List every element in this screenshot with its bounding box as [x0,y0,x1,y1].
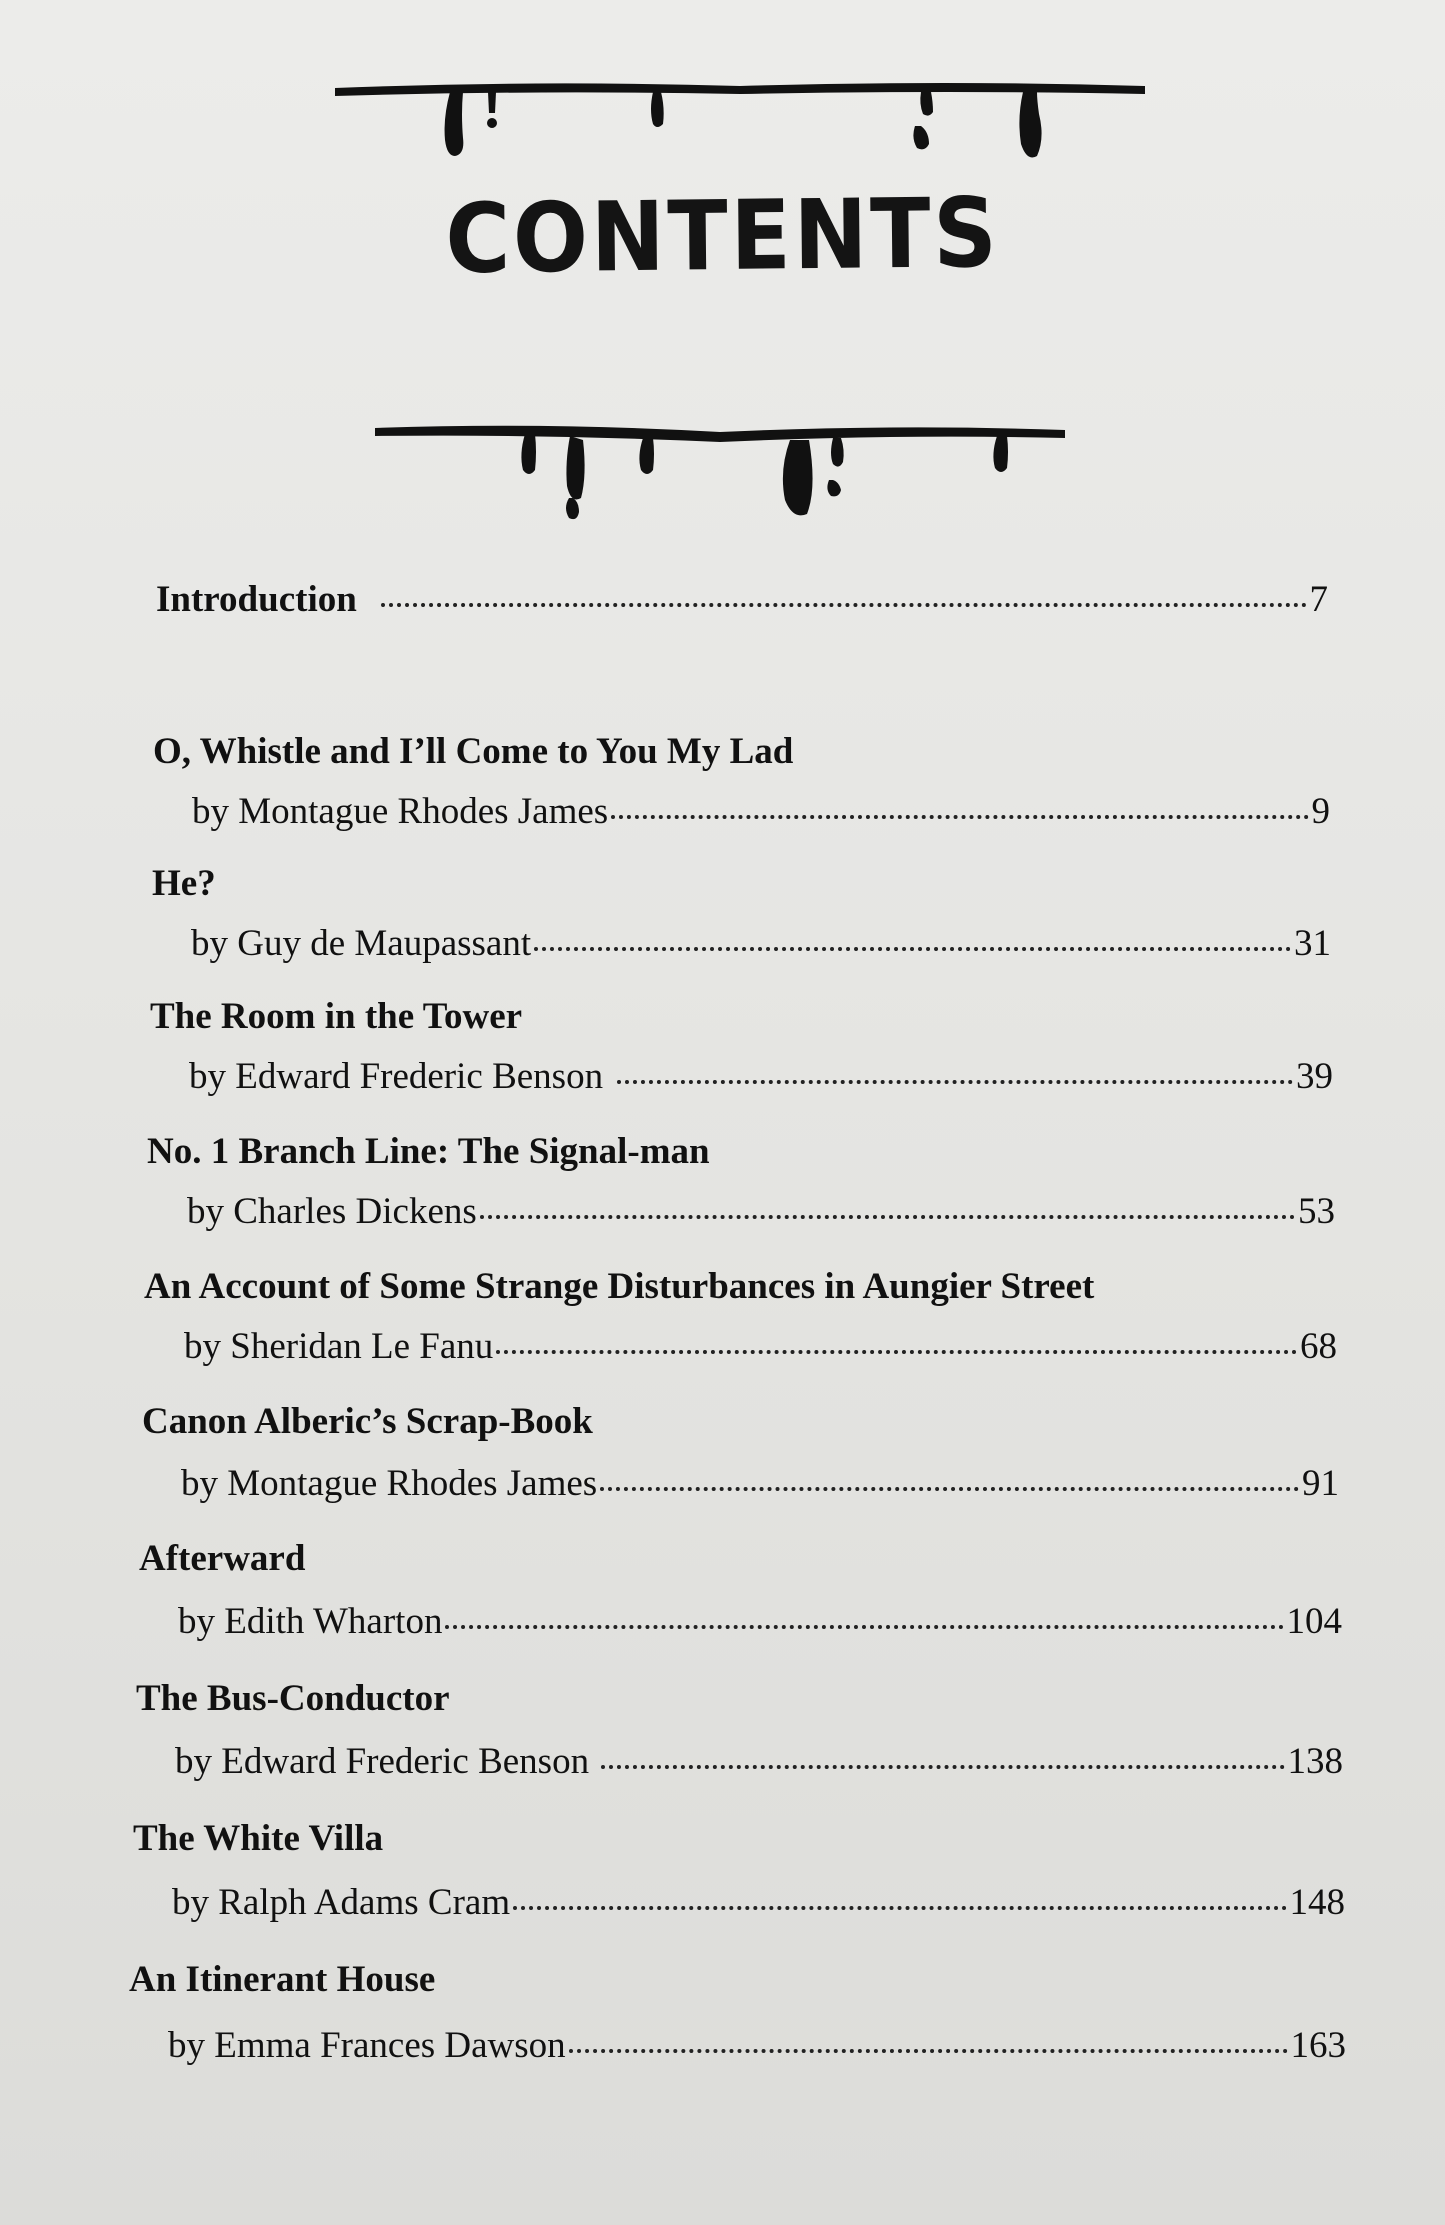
toc-entry-author-row [192,790,1330,833]
toc-entry-title-row [142,1400,593,1443]
dot-leader [611,815,1308,819]
toc-entry-author: by Edith Wharton [178,1601,443,1642]
toc-entry-page: 138 [1287,1741,1343,1782]
toc-entry-title: No. 1 Branch Line: The Signal-man [147,1131,710,1172]
toc-entry-author-row [178,1600,1342,1643]
toc-entry-title: An Account of Some Strange Disturbances in Aungier Street [144,1266,1095,1307]
toc-entry-title-row [129,1958,435,2001]
toc-entry-author: by Ralph Adams Cram [172,1882,511,1923]
toc-entry-title-row [136,1677,450,1720]
toc-entry-title-row [133,1817,383,1860]
dot-leader [445,1625,1283,1629]
toc-entry-page: 91 [1302,1463,1339,1504]
toc-entry-author: by Montague Rhodes James [181,1463,598,1504]
toc-entry-page: 53 [1298,1191,1335,1232]
dot-leader [513,1906,1286,1910]
dot-leader [601,1765,1284,1769]
toc-entry-author-row [189,1055,1333,1098]
dripping-ink-bar-top [335,78,1145,178]
toc-entry-title: The Bus-Conductor [136,1678,450,1719]
toc-entry-page: 163 [1290,2025,1346,2066]
toc-entry-author-row [172,1881,1345,1924]
toc-entry-title: The Room in the Tower [150,996,523,1037]
toc-entry-page: 68 [1300,1326,1337,1367]
toc-entry-page: 7 [1309,579,1328,620]
toc-entry-author: by Edward Frederic Benson [189,1056,604,1097]
toc-entry-title: Introduction [156,579,357,620]
toc-entry-author: by Edward Frederic Benson [175,1741,590,1782]
toc-entry-page: 148 [1289,1882,1345,1923]
toc-entry-title-row [153,730,793,773]
dot-leader [534,947,1291,951]
toc-entry-title: O, Whistle and I’ll Come to You My Lad [153,731,794,772]
dripping-ink-bar-bottom [375,420,1065,530]
toc-entry-page: 9 [1311,791,1330,832]
dot-leader [381,603,1307,607]
dot-leader [569,2049,1288,2053]
toc-entry-author: by Emma Frances Dawson [168,2025,566,2066]
dot-leader [496,1350,1297,1354]
page-title: CONTENTS [444,176,1001,296]
toc-entry-page: 39 [1296,1056,1333,1097]
dot-leader [600,1487,1299,1491]
toc-entry-author-row [191,922,1331,965]
toc-entry-title-row [150,995,522,1038]
toc-entry-title: An Itinerant House [129,1959,436,2000]
toc-entry-author-row [184,1325,1337,1368]
toc-entry-author-row [187,1190,1335,1233]
toc-entry-title-row [139,1537,305,1580]
toc-entry-author: by Sheridan Le Fanu [184,1326,494,1367]
toc-entry-page: 104 [1286,1601,1342,1642]
toc-entry-introduction [156,578,1328,621]
toc-entry-title-row [147,1130,710,1173]
toc-entry-author-row [181,1462,1339,1505]
dot-leader [617,1080,1293,1084]
toc-entry-author-row [168,2024,1346,2067]
toc-entry-title: He? [152,863,216,904]
toc-entry-title-row [144,1265,1094,1308]
toc-entry-author: by Charles Dickens [187,1191,477,1232]
dot-leader [480,1215,1295,1219]
toc-entry-title: Afterward [139,1538,306,1579]
toc-entry-author-row [175,1740,1343,1783]
toc-entry-title: Canon Alberic’s Scrap-Book [142,1401,593,1442]
toc-entry-author: by Guy de Maupassant [191,923,532,964]
toc-entry-author: by Montague Rhodes James [192,791,609,832]
toc-entry-page: 31 [1294,923,1331,964]
toc-entry-title-row [152,862,216,905]
toc-entry-title: The White Villa [133,1818,384,1859]
